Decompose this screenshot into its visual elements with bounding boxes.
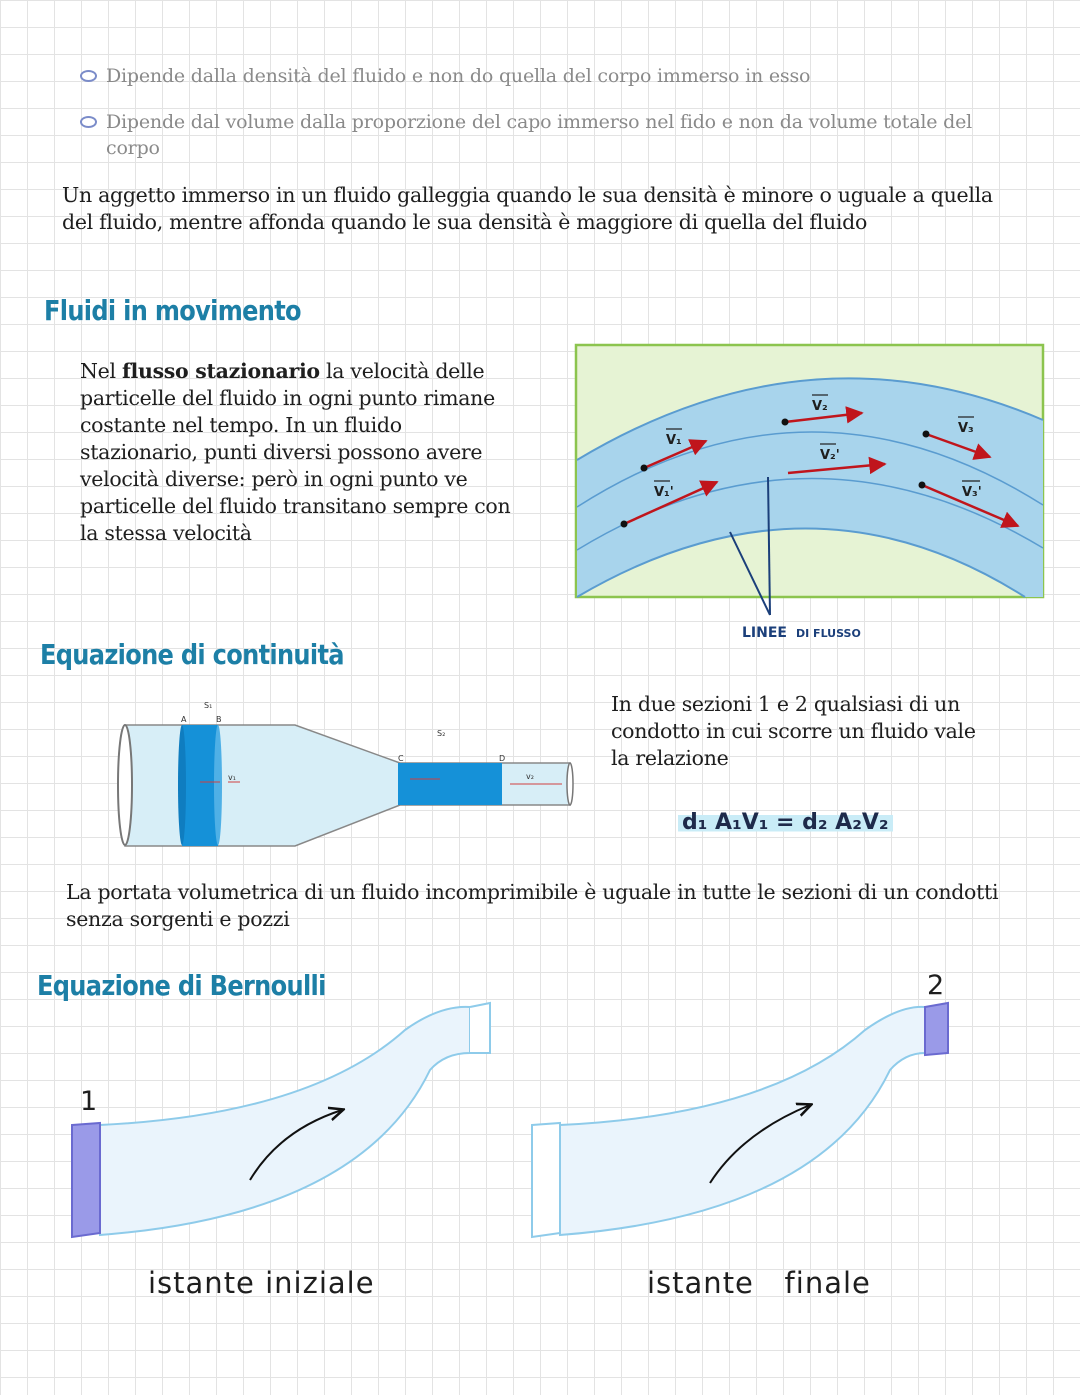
paragraph-part: la velocità delle particelle del fluido in ogni punto rimane costante nel tempo. In un fluido stazionario, punti diversi possono avere velocità diverse: però in ogni punto ve particelle del fluido transitano sempre con la stessa velocità — [80, 359, 511, 545]
bullet-circle-icon — [80, 70, 97, 82]
pipe-opening-left — [118, 725, 132, 845]
label-a: A — [181, 715, 187, 724]
pipe-end-right — [470, 1003, 490, 1053]
paragraph-galleggiamento: Un aggetto immerso in un fluido galleggia quando le sua densità è minore o uguale a quella del fluido, mentre affonda quando le sua densità è maggiore di quella del fluido — [62, 183, 993, 234]
paragraph-continuita: In due sezioni 1 e 2 qualsiasi di un condotto in cui scorre un fluido vale la relazione — [611, 692, 976, 770]
bernoulli-pipe-initial — [60, 995, 510, 1255]
bullet-item-densita — [80, 63, 1026, 89]
label-v2: v₂ — [526, 772, 534, 781]
label-v2-prime: V₂' — [820, 448, 840, 463]
caption-linee: LINEE — [742, 625, 787, 641]
heading-equazione-continuita: Equazione di continuità — [40, 638, 344, 671]
heading-equazione-bernoulli: Equazione di Bernoulli — [37, 969, 326, 1002]
particle-point — [621, 521, 628, 528]
label-v3-prime: V₃' — [962, 485, 982, 500]
caption-di-flusso: DI FLUSSO — [796, 627, 861, 640]
section-s1 — [182, 725, 218, 846]
section-edge-b — [214, 725, 222, 845]
bullet-text: Dipende dal volume dalla proporzione del capo immerso nel fido e non da volume totale del corpo — [106, 111, 972, 159]
bullet-circle-icon — [80, 116, 97, 128]
label-s1: S₁ — [204, 701, 213, 710]
label-v1: V₁ — [666, 433, 682, 448]
particle-point — [919, 482, 926, 489]
paragraph-portata: La portata volumetrica di un fluido incomprimibile è uguale in tutte le sezioni di un condotti senza sorgenti e pozzi — [66, 880, 999, 931]
label-b: B — [216, 715, 222, 724]
label-v3: V₃ — [958, 421, 974, 436]
label-d: D — [499, 754, 506, 763]
heading-fluidi-in-movimento: Fluidi in movimento — [44, 294, 301, 327]
section-edge-a — [178, 725, 186, 845]
formula-continuita: d₁ A₁V₁ = d₂ A₂V₂ — [678, 810, 893, 835]
fluid-section-1 — [72, 1123, 100, 1237]
label-section-2: 2 — [927, 970, 945, 1001]
label-v1-prime: V₁' — [654, 485, 674, 500]
label-v2: V₂ — [812, 399, 828, 414]
pipe-body — [560, 1007, 925, 1235]
particle-point — [923, 431, 930, 438]
bullet-item-volume — [80, 109, 1026, 161]
flow-lines-diagram — [570, 340, 1050, 650]
pipe-continuity-diagram — [110, 695, 580, 855]
section-s2 — [398, 763, 502, 805]
paragraph-flusso-stazionario — [80, 358, 520, 547]
pipe-body — [100, 1007, 470, 1235]
caption-istante-finale: istante finale — [647, 1266, 871, 1300]
particle-point — [641, 465, 648, 472]
fluid-section-2 — [925, 1003, 948, 1055]
bold-term-flusso-stazionario: flusso stazionario — [121, 359, 320, 383]
caption-istante-iniziale: istante iniziale — [148, 1266, 375, 1300]
paragraph-part: Nel — [80, 359, 122, 383]
bullet-text: Dipende dalla densità del fluido e non do quella del corpo immerso in esso — [106, 65, 811, 87]
pipe-end-left — [532, 1123, 560, 1237]
bernoulli-pipe-final — [520, 995, 970, 1255]
label-c: C — [398, 754, 404, 763]
particle-point — [782, 419, 789, 426]
label-section-1: 1 — [80, 1086, 98, 1117]
label-s2: S₂ — [437, 729, 446, 738]
pipe-opening-right — [567, 763, 573, 805]
label-v1: v₁ — [228, 773, 236, 782]
